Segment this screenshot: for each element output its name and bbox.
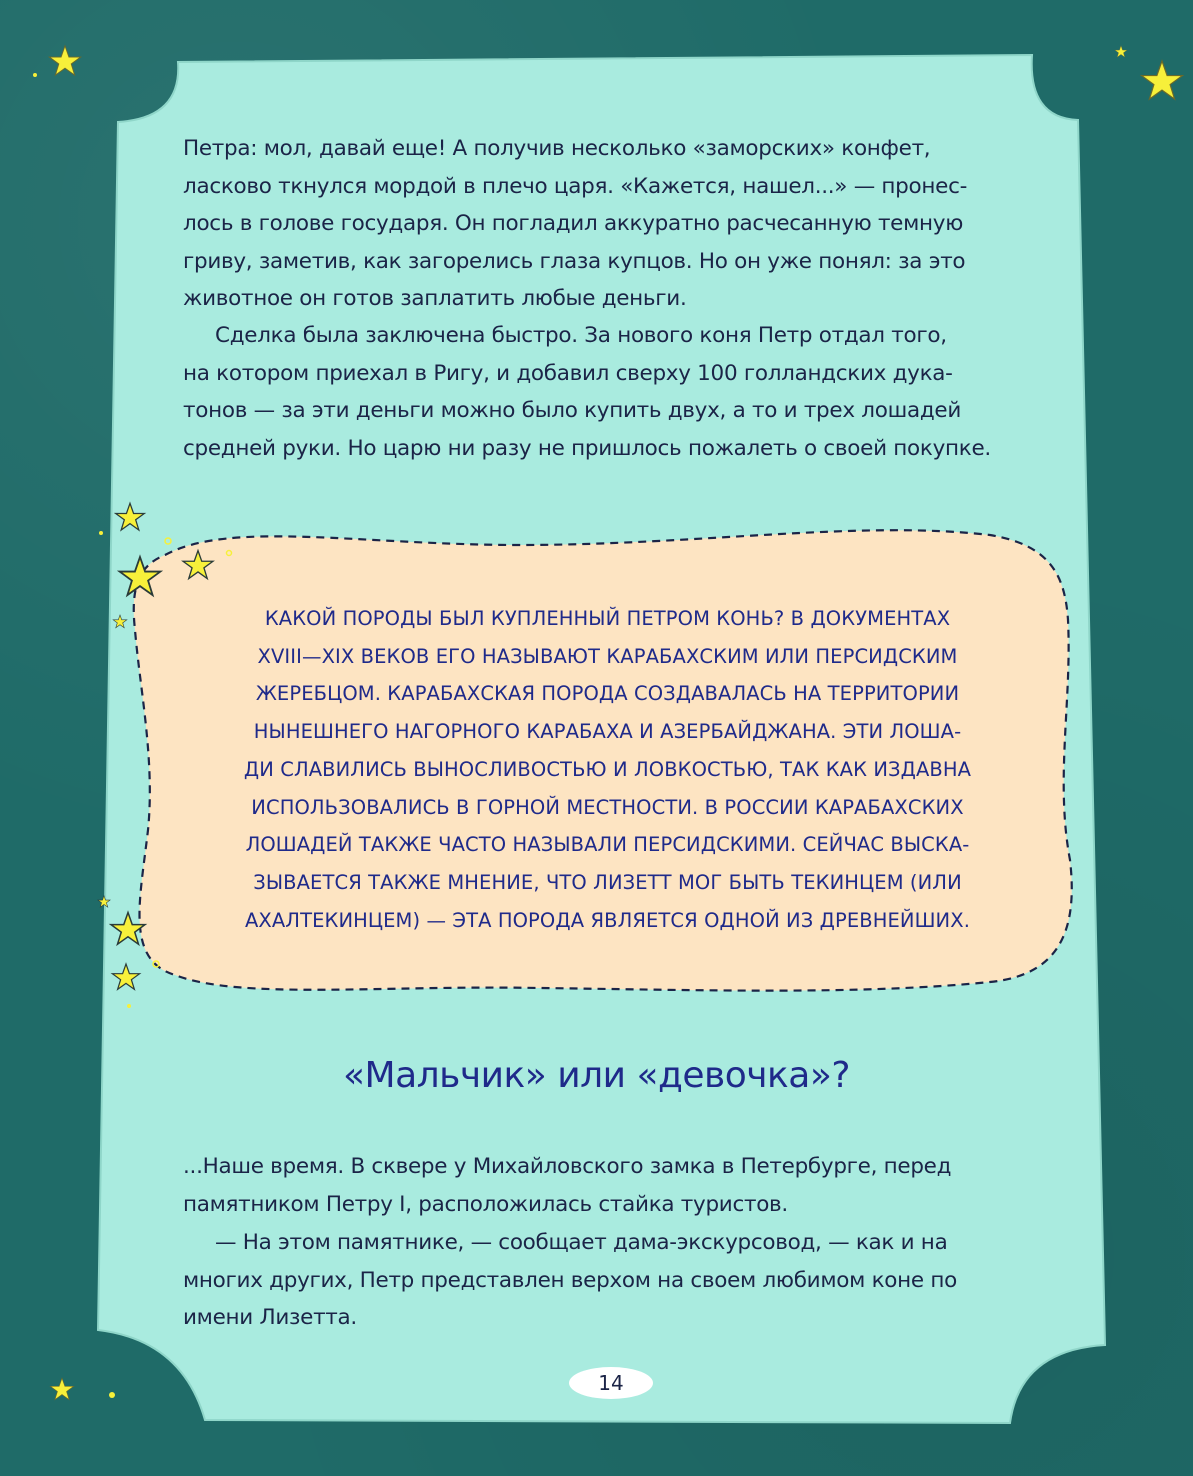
text-line: лось в голове государя. Он погладил аккуратно расчесанную темную	[183, 211, 963, 236]
callout-line: АХАЛТЕКИНЦЕМ) — ЭТА ПОРОДА ЯВЛЯЕТСЯ ОДНОЙ ИЗ ДРЕВНЕЙШИХ.	[244, 908, 971, 932]
star-icon	[49, 46, 80, 75]
callout-line: ДИ СЛАВИЛИСЬ ВЫНОСЛИВОСТЬЮ И ЛОВКОСТЬЮ, ТАК КАК ИЗДАВНА	[243, 757, 972, 781]
text-line: — На этом памятнике, — сообщает дама-экскурсовод, — как и на	[215, 1230, 948, 1255]
callout-line: ЗЫВАЕТСЯ ТАКЖЕ МНЕНИЕ, ЧТО ЛИЗЕТТ МОГ БЫТЬ ТЕКИНЦЕМ (ИЛИ	[253, 870, 962, 894]
text-line: Петра: мол, давай еще! А получив несколько «заморских» конфет,	[183, 136, 931, 161]
text-line: ласково ткнулся мордой в плечо царя. «Кажется, нашел...» — пронес-	[183, 173, 968, 199]
text-line: гриву, заметив, как загорелись глаза купцов. Но он уже понял: за это	[183, 248, 966, 274]
section-heading: «Мальчик» или «девочка»?	[342, 1055, 850, 1096]
text-line: ...Наше время. В сквере у Михайловского замка в Петербурге, перед	[183, 1154, 952, 1179]
star-icon	[1142, 61, 1183, 99]
callout-text	[185, 600, 1030, 939]
text-line: животное он готов заплатить любые деньги.	[183, 286, 687, 311]
paragraph-3	[183, 1148, 951, 1223]
callout-line: ЖЕРЕБЦОМ. КАРАБАХСКАЯ ПОРОДА СОЗДАВАЛАСЬ НА ТЕРРИТОРИИ	[255, 682, 960, 706]
page-number: 14	[569, 1367, 653, 1399]
paragraph-2	[183, 317, 991, 467]
text-line: тонов — за эти деньги можно было купить двух, а то и трех лошадей	[183, 398, 961, 423]
text-line: памятником Петру I, расположилась стайка туристов.	[183, 1191, 788, 1217]
text-line: на котором приехал в Ригу, и добавил сверху 100 голландских дука-	[183, 360, 953, 386]
text-line: Сделка была заключена быстро. За нового коня Петр отдал того,	[215, 323, 947, 348]
star-icon	[50, 1378, 73, 1400]
text-line: имени Лизетта.	[183, 1305, 357, 1330]
star-icon	[1115, 46, 1127, 57]
callout-line: ИСПОЛЬЗОВАЛИСЬ В ГОРНОЙ МЕСТНОСТИ. В РОССИИ КАРАБАХСКИХ	[251, 795, 964, 819]
paragraph-1	[183, 130, 967, 318]
text-line: многих других, Петр представлен верхом на своем любимом коне по	[183, 1267, 957, 1293]
callout-line: КАКОЙ ПОРОДЫ БЫЛ КУПЛЕННЫЙ ПЕТРОМ КОНЬ? В ДОКУМЕНТАХ	[264, 607, 951, 630]
callout-line: ЛОШАДЕЙ ТАКЖЕ ЧАСТО НАЗЫВАЛИ ПЕРСИДСКИМИ. СЕЙЧАС ВЫСКА-	[245, 833, 970, 857]
paragraph-4	[183, 1224, 957, 1337]
callout-line: НЫНЕШНЕГО НАГОРНОГО КАРАБАХА И АЗЕРБАЙДЖАНА. ЭТИ ЛОША-	[253, 720, 962, 744]
text-line: средней руки. Но царю ни разу не пришлось пожалеть о своей покупке.	[183, 435, 991, 461]
callout-line: XVIII—XIX ВЕКОВ ЕГО НАЗЫВАЮТ КАРАБАХСКИМ ИЛИ ПЕРСИДСКИМ	[257, 644, 958, 668]
